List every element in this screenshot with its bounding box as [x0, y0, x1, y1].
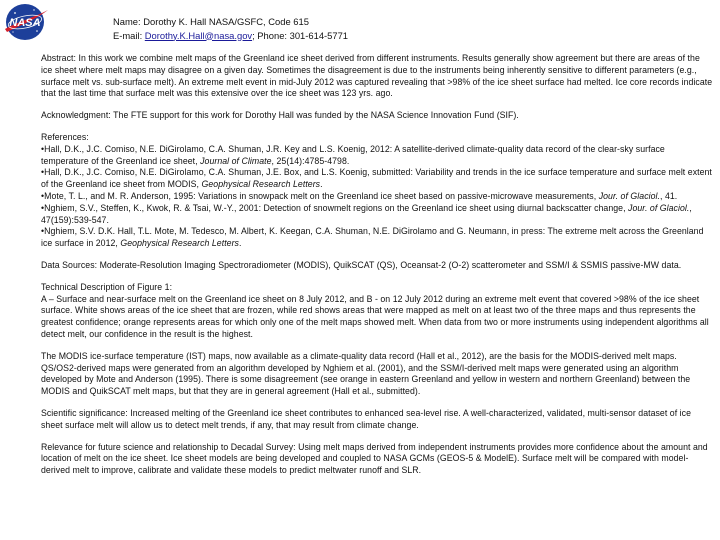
- reference-item: [41, 144, 713, 168]
- reference-details: .: [320, 179, 323, 190]
- reference-text: •Nghiem, S.V., Steffen, K., Kwok, R. & Tsai, W.-Y., 2001: Detection of snowmelt regions on the Greenland ice sheet using diurnal backscatter change,: [41, 202, 629, 213]
- acknowledgment: Acknowledgment: The FTE support for this work for Dorothy Hall was funded by the NASA Science Innovation Fund (SIF).: [41, 110, 519, 121]
- reference-journal: Geophysical Research Letters: [120, 238, 239, 249]
- references-heading: References:: [41, 131, 89, 142]
- technical-body: A – Surface and near-surface melt on the Greenland ice sheet on 8 July 2012, and B - on 12 July 2012 during an extreme melt event that covered >98% of the ice sheet surface. White shows areas of the ice sheet that are frozen, while red shows areas that were mapped as melt on at least two of the three maps and thus represents the greatest confidence; orange represents areas for which only one of the melt maps showed melt. When data from two or more instruments using independent algorithms all detect melt, our confidence in the result is the highest.: [41, 293, 709, 339]
- reference-text: •Hall, D.K., J.C. Comiso, N.E. DiGirolamo, C.A. Shuman, J.R. Key and L.S. Koenig, 2012: A satellite-derived climate-quality data record of the clear-sky surface temperature of the Greenland ice sheet,: [41, 143, 665, 166]
- nasa-logo: [3, 2, 49, 42]
- main-content: [41, 53, 713, 477]
- reference-item: [41, 191, 713, 203]
- data-sources: Data Sources: Moderate-Resolution Imaging Spectroradiometer (MODIS), QuikSCAT (QS), Oceansat-2 (O-2) scatterometer and SSM/I & SSMIS passive-MW data.: [41, 259, 682, 270]
- reference-item: [41, 167, 713, 191]
- abstract: Abstract: In this work we combine melt maps of the Greenland ice sheet derived from different instruments. Results generally show agreement but there are areas of the ice sheet where melt maps may disagree on a given day. Sometimes the disagreement is due to the instruments being inherently sensitive to different parameters (e.g., surface melt vs. sub-surface melt). An extreme melt event in mid-July 2012 was captured revealing that >98% of the ice sheet surface had melted. Ice core records indicate that the last time that surface melt was this extensive over the ice sheet was 123 yrs. ago.: [41, 53, 713, 99]
- email-link[interactable]: Dorothy.K.Hall@nasa.gov: [144, 29, 253, 41]
- relevance: Relevance for future science and relationship to Decadal Survey: Using melt maps derived from independent instruments provides more confidence about the amount and location of melt on the ice sheet. Ice sheet models are being developed and coupled to NASA GCMs (GEOS-5 & ModelE). Surface melt will be compared with model-derived melt to improve, calibrate and validate these models to predict meltwater runoff and SLR.: [41, 441, 708, 476]
- reference-journal: Jour. of Glaciol.: [628, 202, 690, 213]
- author-name: Name: Dorothy K. Hall NASA/GSFC, Code 615: [113, 16, 309, 27]
- reference-text: •Hall, D.K., J.C. Comiso, N.E. DiGirolamo, C.A. Shuman, J.E. Box, and L.S. Koenig, submitted: Variability and trends in the ice surface temperature and surface melt extent of the Greenland ice sheet from MODIS,: [41, 167, 712, 190]
- reference-journal: Jour. of Glaciol.: [598, 190, 661, 201]
- reference-text: •Mote, T. L., and M. R. Anderson, 1995: Variations in snowpack melt on the Greenland ice sheet based on passive-microwave measurements,: [41, 190, 599, 201]
- reference-journal: Geophysical Research Letters: [201, 179, 321, 190]
- technical-heading: Technical Description of Figure 1:: [41, 281, 173, 292]
- email-label: E-mail:: [113, 29, 145, 41]
- reference-item: [41, 203, 713, 227]
- nasa-logo-text: NASA: [9, 17, 41, 29]
- technical-description: [41, 282, 713, 341]
- reference-details: , 41.: [660, 190, 678, 201]
- scientific-significance: Scientific significance: Increased melting of the Greenland ice sheet contributes to enhanced sea-level rise. A well-characterized, validated, multi-sensor dataset of ice sheet surface melt will allow us to detect melt trends, if any, that may result from climate change.: [41, 407, 692, 430]
- contact-line: [113, 29, 348, 43]
- reference-details: , 25(14):4785-4798.: [271, 155, 350, 166]
- reference-text: •Nghiem, S.V. D.K. Hall, T.L. Mote, M. Tedesco, M. Albert, K. Keegan, C.A. Shuman, N.E. DiGirolamo and G. Neumann, in press: The extreme melt across the Greenland ice surface in 2012,: [41, 226, 704, 249]
- header: [113, 15, 348, 42]
- reference-journal: Journal of Climate: [200, 155, 272, 166]
- modis-description: The MODIS ice-surface temperature (IST) maps, now available as a climate-quality data record (Hall et al., 2012), are the basis for the MODIS-derived melt maps. QS/OS2-derived maps were generated from an algorithm developed by Nghiem et al. (2001), and the SSM/I-derived melt maps were generated using an algorithm developed by Mote and Anderson (1995). There is some disagreement (see orange in eastern Greenland and yellow in western and northern Greenland) between the MODIS and QuikSCAT melt maps, but that they are in general agreement (Hall et al., submitted).: [41, 350, 691, 397]
- phone: ; Phone: 301-614-5771: [252, 29, 349, 41]
- reference-item: [41, 226, 713, 250]
- reference-details: .: [239, 238, 242, 249]
- references: [41, 132, 713, 250]
- reference-details: , 47(159):539-547.: [41, 202, 692, 225]
